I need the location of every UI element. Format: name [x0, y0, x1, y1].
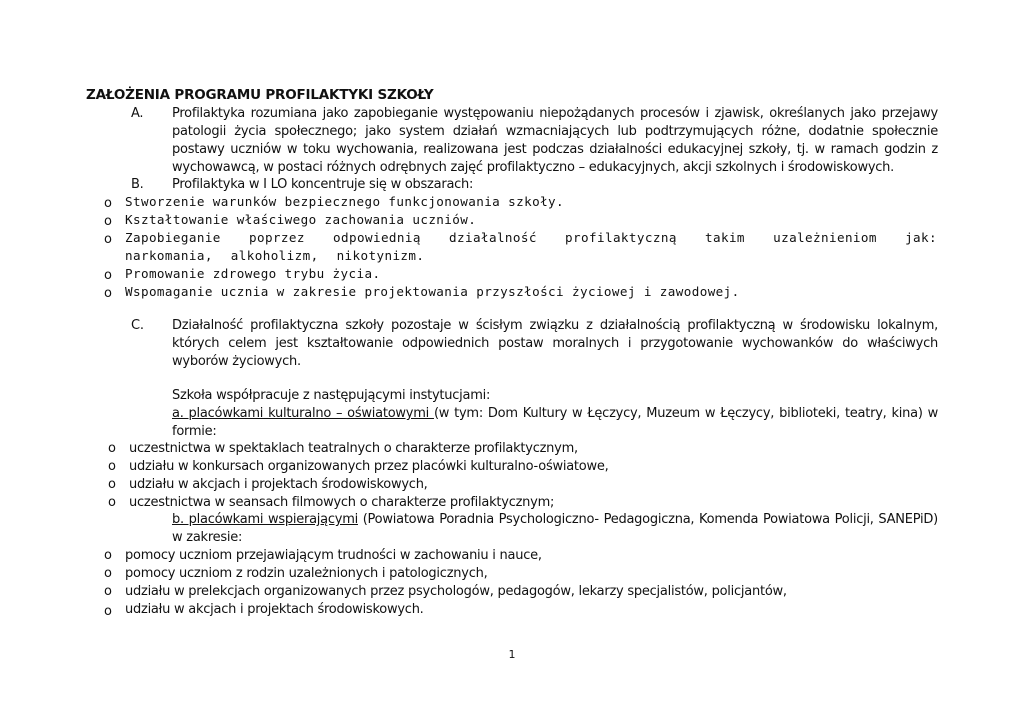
- bullet-marker: o: [104, 232, 112, 247]
- bullet-marker: o: [108, 441, 116, 456]
- cooperation-intro: Szkoła współpracuje z następującymi instytucjami:: [172, 388, 491, 403]
- group-b-rest: (Powiatowa Poradnia Psychologiczno- Pedagogiczna, Komenda Powiatowa Policji, SANEPiD) w zakresie:: [172, 512, 938, 545]
- bullet-marker: o: [104, 584, 112, 599]
- group-b-heading: [172, 511, 938, 547]
- list-item: udziału w akcjach i projektach środowiskowych,: [129, 477, 428, 492]
- group-a-heading: [172, 405, 938, 441]
- page-number: 1: [508, 648, 516, 661]
- document-title: ZAŁOŻENIA PROGRAMU PROFILAKTYKI SZKOŁY: [86, 87, 434, 103]
- bullet-marker: o: [104, 548, 112, 563]
- list-item: Wspomaganie ucznia w zakresie projektowania przyszłości życiowej i zawodowej.: [125, 284, 740, 299]
- section-a-marker: A.: [131, 106, 144, 121]
- list-item: pomocy uczniom z rodzin uzależnionych i patologicznych,: [125, 566, 488, 581]
- bullet-marker: o: [104, 566, 112, 581]
- section-a-text: Profilaktyka rozumiana jako zapobieganie występowaniu niepożądanych procesów i zjawisk, określanych jako przejawy patologii życia społecznego; jako system działań wzmacniających lub podtrzymujących różne, dodatnie społecznie postawy uczniów w toku wychowania, realizowana jest podczas działalności edukacyjnej szkoły, tj. w ramach godzin z wychowawcą, w postaci różnych odrębnych zajęć profilaktyczno – edukacyjnych, akcji szkolnych i środowiskowych.: [172, 106, 938, 175]
- list-item: uczestnictwa w spektaklach teatralnych o charakterze profilaktycznym,: [129, 441, 578, 456]
- group-a-rest: (w tym: Dom Kultury w Łęczycy, Muzeum w Łęczycy, biblioteki, teatry, kina) w formie:: [172, 406, 938, 439]
- list-item: udziału w konkursach organizowanych przez placówki kulturalno-oświatowe,: [129, 459, 609, 474]
- list-item: Stworzenie warunków bezpiecznego funkcjonowania szkoły.: [125, 194, 565, 209]
- list-item: Zapobieganie poprzez odpowiednią działalność profilaktyczną takim uzależnieniom jak: narkomania, alkoholizm, nikotynizm.: [125, 230, 937, 263]
- section-b-text: Profilaktyka w I LO koncentruje się w obszarach:: [172, 177, 474, 192]
- list-item: Promowanie zdrowego trybu życia.: [125, 266, 381, 281]
- bullet-marker: o: [104, 196, 112, 211]
- group-a-label: a. placówkami kulturalno – oświatowymi: [172, 406, 434, 421]
- section-b-marker: B.: [131, 177, 144, 192]
- list-item: Kształtowanie właściwego zachowania uczniów.: [125, 212, 477, 227]
- bullet-marker: o: [104, 604, 112, 619]
- list-item: udziału w akcjach i projektach środowiskowych.: [125, 602, 424, 617]
- group-b-label: b. placówkami wspierającymi: [172, 512, 358, 527]
- list-item: uczestnictwa w seansach filmowych o charakterze profilaktycznym;: [129, 495, 555, 510]
- bullet-marker: o: [104, 214, 112, 229]
- bullet-marker: o: [104, 286, 112, 301]
- bullet-marker: o: [108, 459, 116, 474]
- list-item: udziału w prelekcjach organizowanych przez psychologów, pedagogów, lekarzy specjalistów, policjantów,: [125, 584, 787, 599]
- bullet-marker: o: [108, 495, 116, 510]
- bullet-marker: o: [104, 268, 112, 283]
- bullet-marker: o: [108, 477, 116, 492]
- section-c-text: Działalność profilaktyczna szkoły pozostaje w ścisłym związku z działalnością profilaktyczną w środowisku lokalnym, których celem jest kształtowanie odpowiednich postaw moralnych i przygotowanie wychowanków do właściwych wyborów życiowych.: [172, 318, 938, 369]
- section-c-marker: C.: [131, 318, 144, 333]
- list-item: pomocy uczniom przejawiającym trudności w zachowaniu i nauce,: [125, 548, 542, 563]
